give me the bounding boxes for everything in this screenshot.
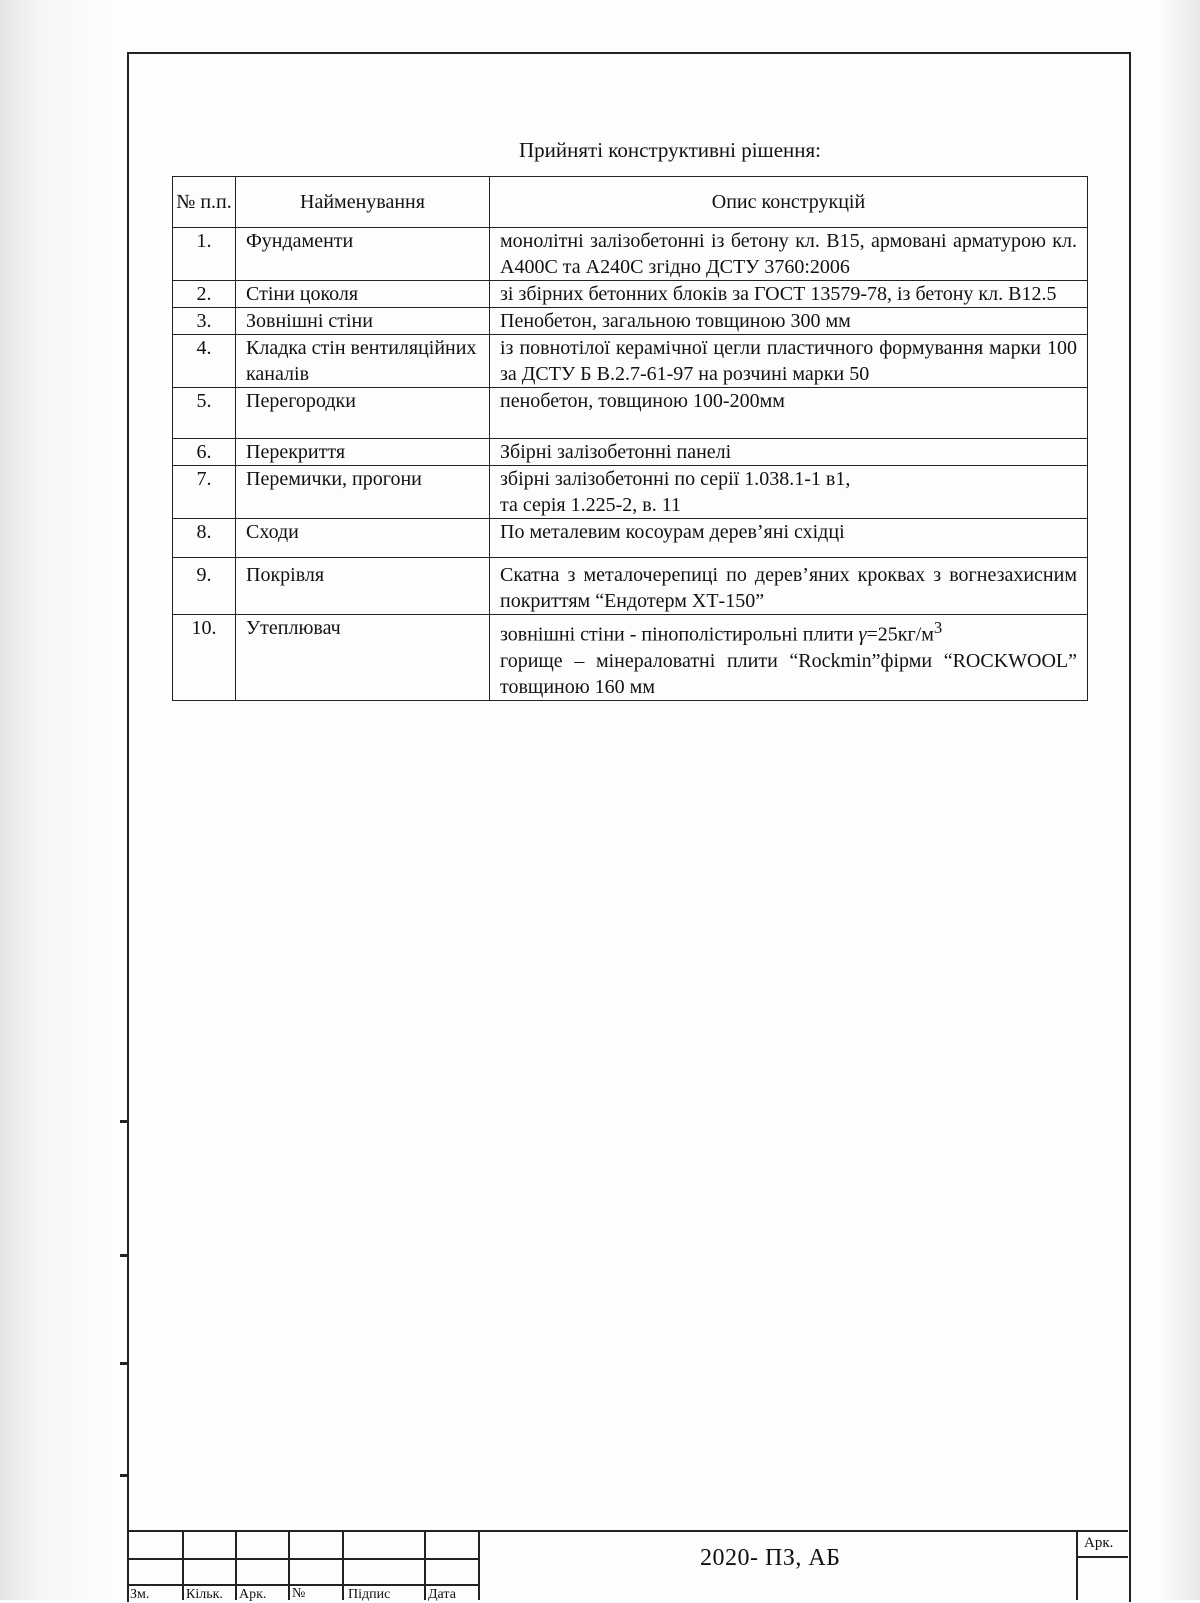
stamp-line xyxy=(1076,1530,1078,1600)
table-row xyxy=(173,308,1088,335)
table-row xyxy=(173,558,1088,615)
row-name: Утеплювач xyxy=(236,615,490,701)
row-num: 4. xyxy=(173,335,236,388)
table-row xyxy=(173,228,1088,281)
table-row xyxy=(173,388,1088,439)
sheet-label: Арк. xyxy=(1084,1535,1114,1551)
stamp-label-num: № xyxy=(292,1586,306,1601)
row-num: 2. xyxy=(173,281,236,308)
gamma-symbol: γ xyxy=(858,623,867,646)
row-desc-part: =25кг/м xyxy=(866,623,934,646)
row-desc xyxy=(490,615,1088,701)
scan-left-edge xyxy=(0,0,110,1600)
row-num: 6. xyxy=(173,439,236,466)
title-block xyxy=(128,1530,1128,1600)
row-desc: Збірні залізобетонні панелі xyxy=(490,439,1088,466)
table-header-row xyxy=(173,177,1088,228)
row-num: 8. xyxy=(173,519,236,558)
page-title: Прийняті конструктивні рішення: xyxy=(518,138,822,162)
header-desc: Опис конструкцій xyxy=(490,177,1088,228)
row-num: 5. xyxy=(173,388,236,439)
row-desc: із повнотілої керамічної цегли пластичного формування марки 100 за ДСТУ Б В.2.7-61-97 на розчині марки 50 xyxy=(490,335,1088,388)
row-desc: зі збірних бетонних блоків за ГОСТ 13579-78, із бетону кл. В12.5 xyxy=(490,281,1088,308)
row-name: Фундаменти xyxy=(236,228,490,281)
row-num: 3. xyxy=(173,308,236,335)
frame-tick xyxy=(120,1120,129,1123)
table-row xyxy=(173,615,1088,701)
table-row xyxy=(173,439,1088,466)
stamp-label-date: Дата xyxy=(428,1587,456,1602)
row-name: Перегородки xyxy=(236,388,490,439)
stamp-label-kilk: Кільк. xyxy=(186,1587,223,1602)
frame-tick xyxy=(120,1254,129,1257)
stamp-line xyxy=(342,1530,344,1600)
row-desc-part: зовнішні стіни - пінополістирольні плити xyxy=(500,623,859,646)
row-desc: монолітні залізобетонні із бетону кл. В15, армовані арматурою кл. А400С та А240С згідно ДСТУ 3760:2006 xyxy=(490,228,1088,281)
row-desc-line2: та серія 1.225-2, в. 11 xyxy=(500,494,681,516)
row-num: 10. xyxy=(173,615,236,701)
row-name: Сходи xyxy=(236,519,490,558)
stamp-label-zm: Зм. xyxy=(130,1587,150,1602)
row-name: Зовнішні стіни xyxy=(236,308,490,335)
stamp-line xyxy=(478,1530,1128,1532)
header-num: № п.п. xyxy=(173,177,236,228)
scan-right-edge xyxy=(1160,0,1200,1600)
table-row xyxy=(173,519,1088,558)
stamp-label-ark: Арк. xyxy=(239,1587,267,1602)
table-row xyxy=(173,466,1088,519)
stamp-line xyxy=(1076,1556,1128,1558)
row-num: 7. xyxy=(173,466,236,519)
row-desc xyxy=(490,466,1088,519)
frame-tick xyxy=(120,1362,129,1365)
stamp-line xyxy=(182,1530,184,1600)
constructive-solutions-table xyxy=(172,176,1088,701)
table-row xyxy=(173,281,1088,308)
row-name: Стіни цоколя xyxy=(236,281,490,308)
stamp-line xyxy=(424,1530,426,1600)
header-name: Найменування xyxy=(236,177,490,228)
superscript: 3 xyxy=(933,618,943,637)
row-name: Перемички, прогони xyxy=(236,466,490,519)
stamp-line xyxy=(235,1530,237,1600)
row-name: Покрівля xyxy=(236,558,490,615)
row-desc-line2: горище – мінераловатні плити “Rockmin”фірми “ROCKWOOL” товщиною 160 мм xyxy=(500,649,1077,698)
row-name: Кладка стін вентиляційних каналів xyxy=(236,335,490,388)
table-row xyxy=(173,335,1088,388)
row-desc-line1: збірні залізобетонні по серії 1.038.1-1 в1, xyxy=(500,468,851,490)
row-desc: Скатна з металочерепиці по дерев’яних кроквах з вогнезахисним покриттям “Ендотерм ХТ-150” xyxy=(490,558,1088,615)
stamp-line xyxy=(478,1530,480,1600)
row-num: 9. xyxy=(173,558,236,615)
row-desc: пенобетон, товщиною 100-200мм xyxy=(490,388,1088,439)
frame-tick xyxy=(120,1474,129,1477)
row-name: Перекриття xyxy=(236,439,490,466)
row-desc: Пенобетон, загальною товщиною 300 мм xyxy=(490,308,1088,335)
document-code: 2020- ПЗ, АБ xyxy=(700,1545,841,1571)
row-desc: По металевим косоурам дерев’яні східці xyxy=(490,519,1088,558)
stamp-line xyxy=(288,1530,290,1600)
stamp-label-signature: Підпис xyxy=(348,1587,391,1602)
row-num: 1. xyxy=(173,228,236,281)
